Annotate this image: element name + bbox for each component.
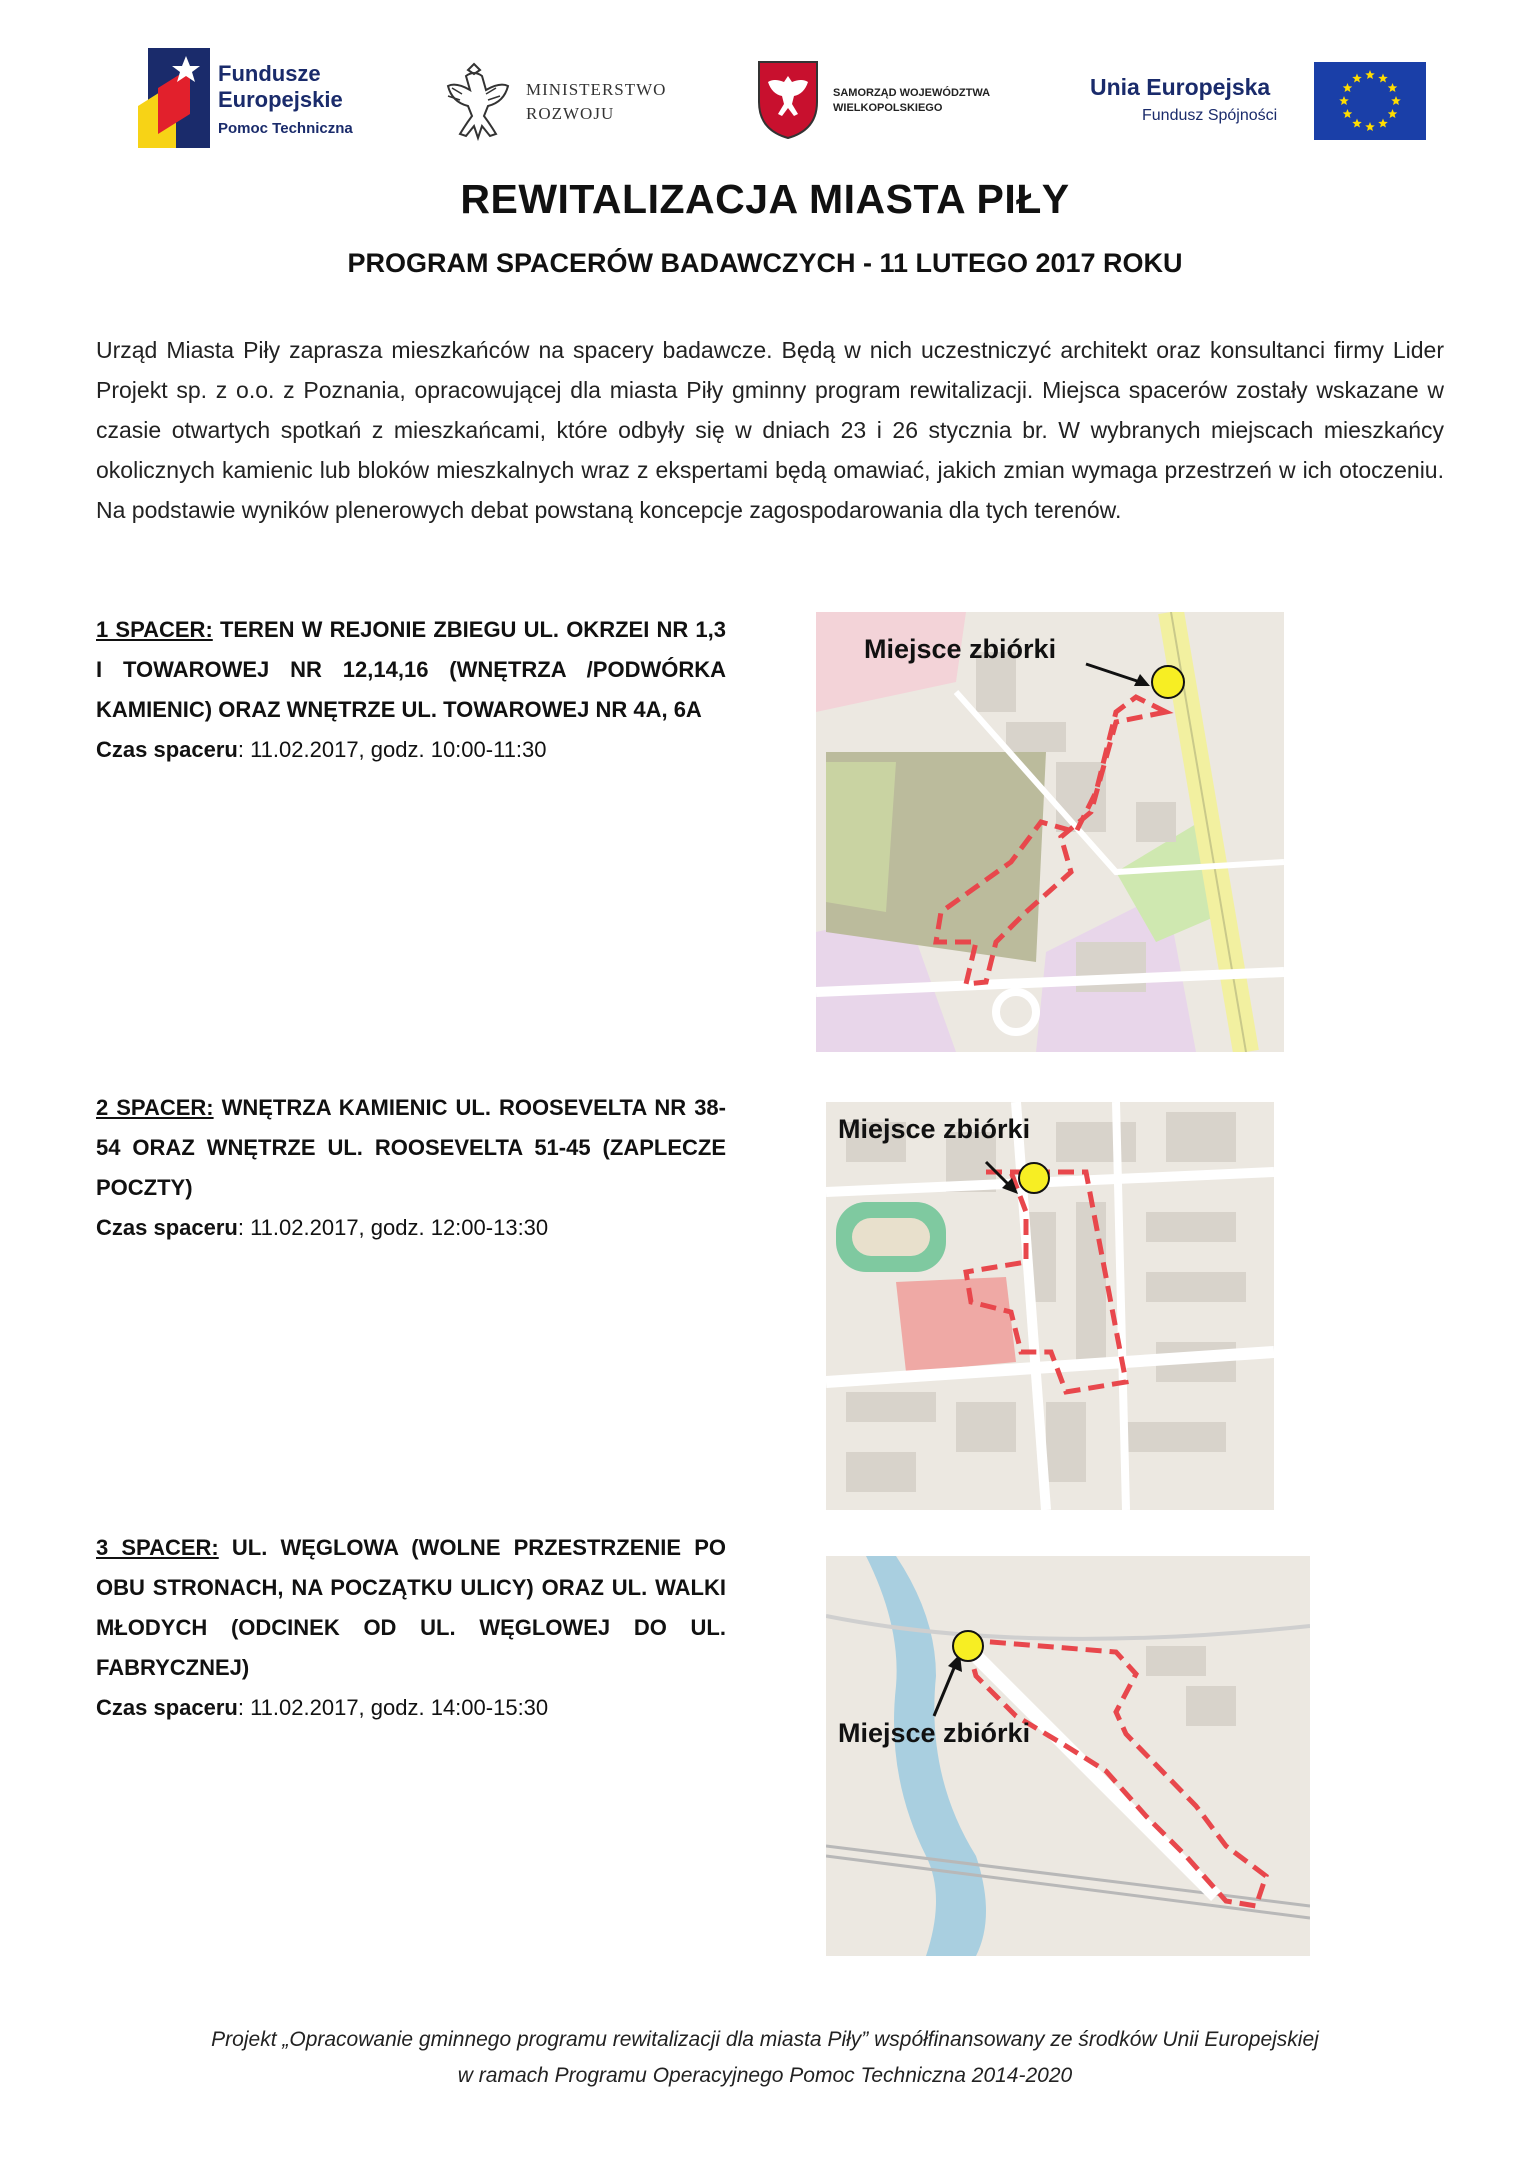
logo-samorzad-wojewodztwa <box>757 60 1037 144</box>
walk-2-description: WNĘTRZA KAMIENIC UL. ROOSEVELTA NR 38-54 ORAZ WNĘTRZE UL. ROOSEVELTA 51-45 (ZAPLECZE POCZTY) <box>96 1095 726 1200</box>
fe-logo-icon <box>138 48 210 148</box>
walk-2-map <box>826 1102 1274 1510</box>
logo-unia-europejska <box>1090 60 1430 144</box>
ue-logo-text-1: Unia Europejska <box>1090 74 1271 100</box>
footer-note <box>0 2022 1530 2094</box>
intro-paragraph: Urząd Miasta Piły zaprasza mieszkańców na spacery badawcze. Będą w nich uczestniczyć architekt oraz konsultanci firmy Lider Projekt sp. z o.o. z Poznania, opracowującej dla miasta Piły gminny program rewitalizacji. Miejsca spacerów zostały wskazane w czasie otwartych spotkań z mieszkańcami, które odbyły się w dniach 23 i 26 stycznia br. W wybranych miejscach mieszkańcy okolicznych kamienic lub bloków mieszkalnych wraz z ekspertami będą omawiać, jakich zmian wymaga przestrzeń w ich otoczeniu. Na podstawie wyników plenerowych debat powstaną koncepcje zagospodarowania dla tych terenów. <box>96 337 1444 523</box>
walk-1-description: TEREN W REJONIE ZBIEGU UL. OKRZEI NR 1,3 I TOWAROWEJ NR 12,14,16 (WNĘTRZA /PODWÓRKA KAMIENIC) ORAZ WNĘTRZE UL. TOWAROWEJ NR 4A, 6A <box>96 617 726 722</box>
logo-ministerstwo-rozwoju <box>438 58 688 142</box>
eu-flag-icon <box>1314 62 1426 140</box>
walk-3-time: Czas spaceru: 11.02.2017, godz. 14:00-15:30 <box>96 1695 549 1720</box>
page-subtitle: PROGRAM SPACERÓW BADAWCZYCH - 11 LUTEGO 2017 ROKU <box>347 248 1183 278</box>
walk-3-text <box>96 1528 726 1728</box>
ministry-name: MINISTERSTWO ROZWOJU <box>526 80 667 123</box>
fe-logo-text-1: Fundusze <box>218 61 321 86</box>
shield-emblem-icon <box>757 60 819 140</box>
walk-1-map <box>816 612 1284 1052</box>
page-title: REWITALIZACJA MIASTA PIŁY <box>460 176 1070 222</box>
footer-line-1: Projekt „Opracowanie gminnego programu rewitalizacji dla miasta Piły” współfinansowany ze środków Unii Europejskiej <box>211 2028 1319 2051</box>
samorzad-name: SAMORZĄD WOJEWÓDZTWA WIELKOPOLSKIEGO <box>833 87 991 114</box>
walk-3-map <box>826 1556 1310 1956</box>
walk-1-text <box>96 610 726 770</box>
walk-1-map-label: Miejsce zbiórki <box>864 634 1057 664</box>
walk-3-heading <box>96 1528 726 1688</box>
walk-3-description: UL. WĘGLOWA (WOLNE PRZESTRZENIE PO OBU STRONACH, NA POCZĄTKU ULICY) ORAZ UL. WALKI MŁODYCH (ODCINEK OD UL. WĘGLOWEJ DO UL. FABRYCZNEJ) <box>96 1535 726 1680</box>
eagle-emblem-icon <box>438 58 510 142</box>
fe-logo-text-2: Europejskie <box>218 87 343 112</box>
walk-2-time: Czas spaceru: 11.02.2017, godz. 12:00-13:30 <box>96 1215 549 1240</box>
footer-line-2: w ramach Programu Operacyjnego Pomoc Techniczna 2014-2020 <box>457 2064 1073 2087</box>
walk-2-heading <box>96 1088 726 1208</box>
walk-3-label: 3 SPACER: <box>96 1535 219 1560</box>
ue-logo-text-2: Fundusz Spójności <box>1142 107 1278 124</box>
walk-3-map-label: Miejsce zbiórki <box>838 1718 1031 1748</box>
walk-2-text <box>96 1088 726 1248</box>
walk-1-label: 1 SPACER: <box>96 617 213 642</box>
walk-2-map-label: Miejsce zbiórki <box>838 1114 1031 1144</box>
walk-1-heading <box>96 610 726 730</box>
walk-2-label: 2 SPACER: <box>96 1095 214 1120</box>
fe-logo-text-3: Pomoc Techniczna <box>218 120 353 137</box>
logo-fundusze-europejskie <box>138 48 378 148</box>
walk-1-time: Czas spaceru: 11.02.2017, godz. 10:00-11:30 <box>96 737 547 762</box>
